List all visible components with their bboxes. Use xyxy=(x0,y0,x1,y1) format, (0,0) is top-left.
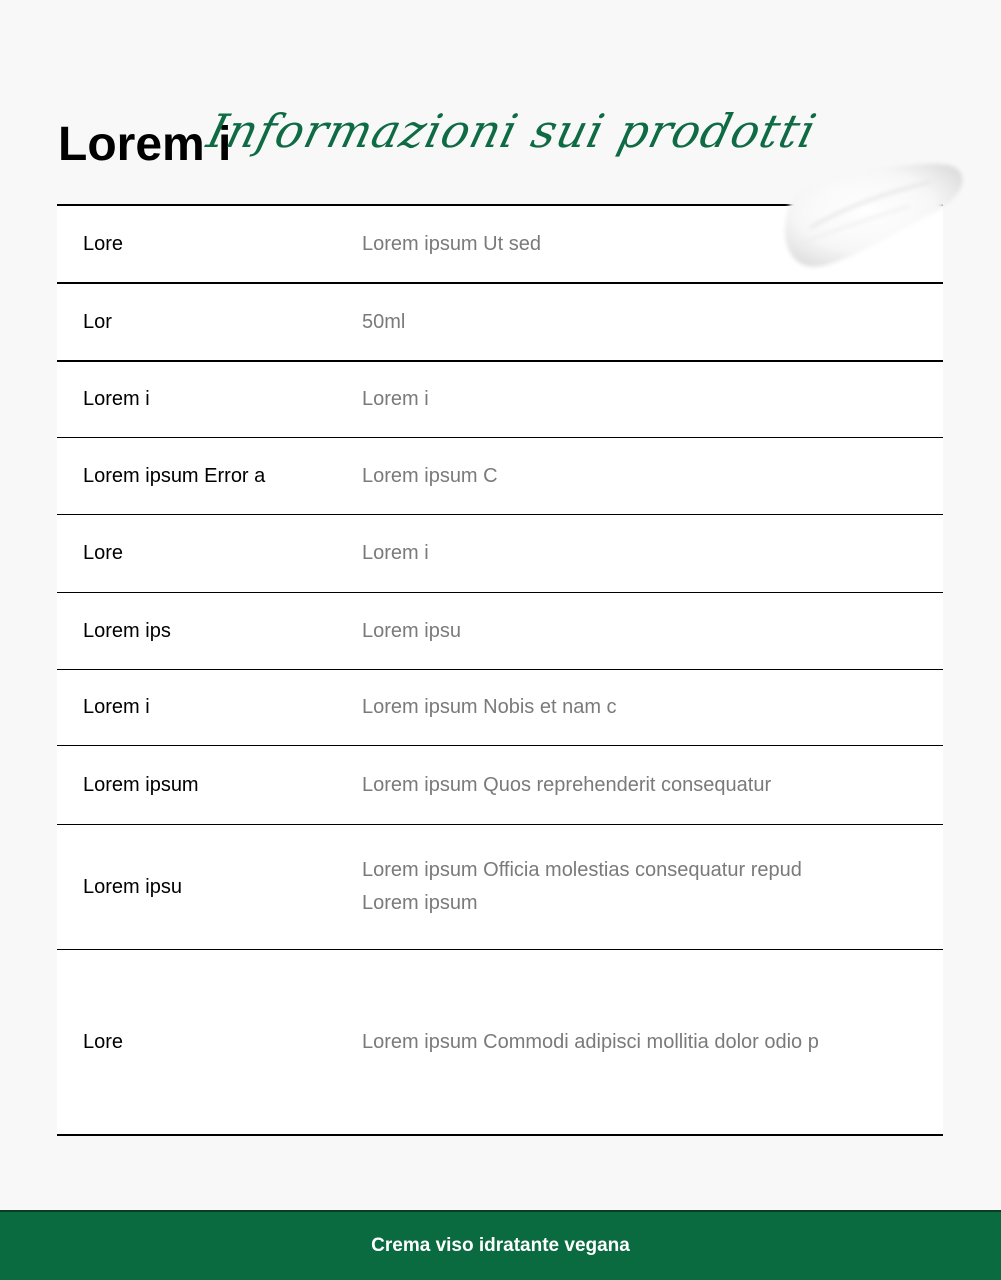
table-row xyxy=(57,950,943,1136)
row-label: Lore xyxy=(83,542,124,564)
row-value: Lorem ipsum C xyxy=(362,464,498,487)
row-value-line: Lorem ipsum Officia molestias consequatur repud xyxy=(362,859,802,881)
cream-swatch-image xyxy=(770,148,970,278)
row-label: Lorem i xyxy=(83,388,150,410)
table-row xyxy=(57,362,943,438)
table-row xyxy=(57,284,943,362)
table-row xyxy=(57,670,943,746)
footer-text: Crema viso idratante vegana xyxy=(371,1235,630,1256)
table-row xyxy=(57,825,943,950)
row-label: Lor xyxy=(83,310,112,333)
row-value: Lorem i xyxy=(362,542,429,564)
page-title: Lorem i xyxy=(58,118,232,171)
row-value: Lorem ipsum Commodi adipisci mollitia dolor odio p xyxy=(362,1030,819,1053)
row-value: Lorem ipsum Ut sed xyxy=(362,232,541,255)
row-value: Lorem ipsu xyxy=(362,619,461,642)
product-info-table xyxy=(57,204,943,1136)
row-label: Lore xyxy=(83,1030,124,1053)
row-label: Lorem ipsum Error a xyxy=(83,464,266,487)
table-row xyxy=(57,593,943,670)
row-value xyxy=(362,854,802,920)
row-label: Lore xyxy=(83,232,124,255)
row-value: 50ml xyxy=(362,310,406,333)
row-label: Lorem i xyxy=(83,696,150,718)
table-row xyxy=(57,515,943,593)
script-title: Informazioni sui prodotti xyxy=(201,104,823,158)
row-value-line: Lorem ipsum xyxy=(362,892,478,914)
table-row xyxy=(57,438,943,515)
row-value: Lorem ipsum Quos reprehenderit consequatur xyxy=(362,773,772,796)
row-value: Lorem ipsum Nobis et nam c xyxy=(362,696,617,718)
footer-bar xyxy=(0,1210,1001,1280)
row-label: Lorem ips xyxy=(83,619,171,642)
table-row xyxy=(57,746,943,825)
row-label: Lorem ipsu xyxy=(83,875,182,898)
row-value: Lorem i xyxy=(362,388,429,410)
row-label: Lorem ipsum xyxy=(83,773,199,796)
